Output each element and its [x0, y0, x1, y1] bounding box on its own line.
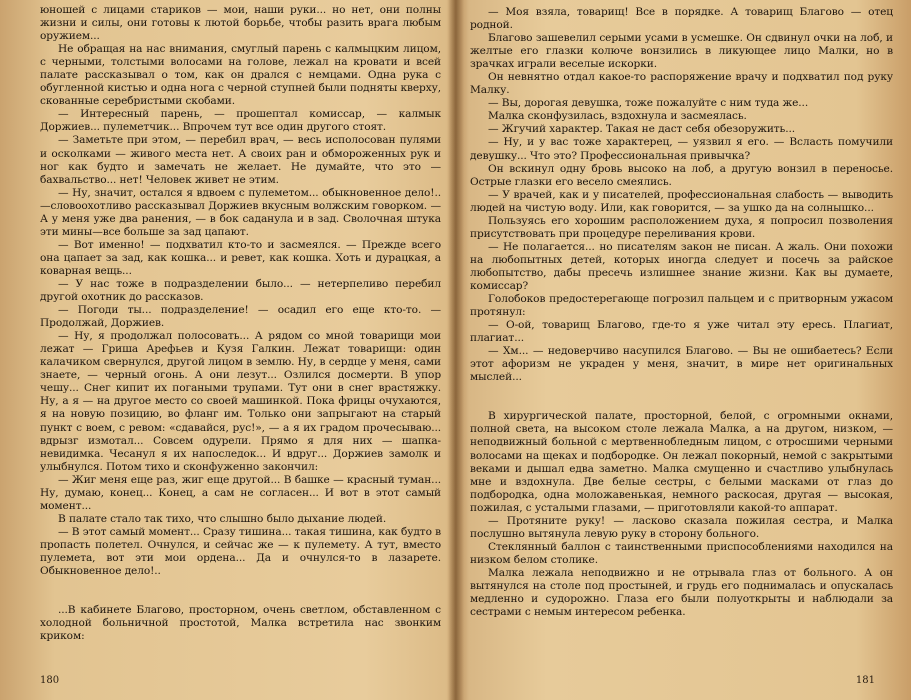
paragraph: Малка сконфузилась, вздохнула и засмеялась.	[488, 110, 747, 123]
paragraph: — Ну, значит, остался я вдвоем с пулеметом... обыкновенное дело!..—словоохотливо рассказывал Доржиев вкусным волжским говорком. — А у меня уже два ранения, — в бок саданула и в зад. Сволочная штука эти мины—все больше за зад цапают.	[40, 186, 441, 238]
paragraph: В хирургической палате, просторной, белой, с огромными окнами, полной света, на высоком столе лежала Малка, а на другом, низком, — неподвижный больной с мертвеннобледным лицом, с отросшими черными волосами на щеках и подбородке. Он лежал покорный, немой с закрытыми веками и дышал едва заметно. Малка смущенно и счастливо улыбнулась мне и вздохнула. Две белые сестры, с белыми масками от глаз до подбородка, одна моложавенькая, немного раскосая, другая — высокая, пожилая, с усталыми глазами, — приготовляли какой-то аппарат.	[470, 410, 893, 514]
paragraph: ...В кабинете Благово, просторном, очень светлом, обставленном с холодной больничной простотой, Малка встретила нас звонким криком:	[40, 604, 441, 643]
paragraph: — Погоди ты... подразделение! — осадил его еще кто-то. — Продолжай, Доржиев.	[40, 304, 441, 330]
paragraph: Стеклянный баллон с таинственными приспособлениями находился на низком белом столике.	[470, 540, 893, 566]
paragraph: Малка лежала неподвижно и не отрывала глаз от больного. А он вытянулся на столе под простыней, и грудь его поднималась и опускалась медленно и судорожно. Глаза его были полуоткрыты и наблюдали за сестрами с немым интересом ребенка.	[470, 566, 893, 619]
paragraph: — Жиг меня еще раз, жиг еще другой... В башке — красный туман... Ну, думаю, конец... Конец, а сам не согласен... И вот в этот самый момент...	[40, 473, 441, 512]
paragraph: — Жгучий характер. Такая не даст себя обезоружить...	[488, 123, 796, 136]
paragraph: Пользуясь его хорошим расположением духа, я попросил позволения присутствовать при процедуре переливания крови.	[470, 214, 893, 240]
paragraph: — Интересный парень, — прошептал комиссар, — калмык Доржиев... пулеметчик... Впрочем тут все один другого стоят.	[40, 108, 441, 134]
paragraph: — У врачей, как и у писателей, профессиональная слабость — выводить людей на чистую воду. Или, как говорится, — за ушко да на солнышко...	[470, 188, 893, 214]
right-page	[458, 0, 911, 700]
paragraph: — О-ой, товарищ Благово, где-то я уже читал эту ересь. Плагиат, плагиат...	[470, 319, 893, 345]
paragraph: — Вот именно! — подхватил кто-то и засмеялся. — Прежде всего она цапает за зад, как кошка... и ревет, как кошка. Хоть и дурацкая, а коварная вещь...	[40, 238, 441, 277]
paragraph: — У нас тоже в подразделении было... — нетерпеливо перебил другой охотник до рассказов.	[40, 277, 441, 304]
paragraph: — Хм... — недоверчиво насупился Благово. — Вы не ошибаетесь? Если этот афоризм не украден у меня, значит, в мире нет оригинальных мыслей...	[470, 345, 893, 384]
left-page	[0, 0, 455, 700]
section-break	[40, 578, 441, 604]
paragraph: Благово зашевелил серыми усами в усмешке. Он сдвинул очки на лоб, и желтые его глазки колюче вонзились в ликующее лицо Малки, но в зрачках играли веселые искорки.	[470, 32, 893, 71]
paragraph: — Моя взяла, товарищ! Все в порядке. А товарищ Благово — отец родной.	[470, 6, 893, 32]
section-break	[470, 384, 893, 410]
paragraph: — Вы, дорогая девушка, тоже пожалуйте с ним туда же...	[488, 97, 809, 110]
paragraph: Голобоков предостерегающе погрозил пальцем и с притворным ужасом протянул:	[470, 293, 893, 319]
paragraph: Он невнятно отдал какое-то распоряжение врачу и подхватил под руку Малку.	[470, 71, 893, 97]
paragraph: Не обращая на нас внимания, смуглый парень с калмыцким лицом, с черными, толстыми волосами на голове, лежал на кровати и всей палате рассказывал о том, как он дрался с немцами. Одна рука с обугленной кистью и одна нога с черной ступней были подняты кверху, скованные серебристыми скобами.	[40, 43, 441, 108]
paragraph: — Протяните руку! — ласково сказала пожилая сестра, и Малка послушно вытянула левую руку в сторону больного.	[470, 514, 893, 540]
page-number: 180	[40, 675, 60, 686]
paragraph: Он вскинул одну бровь высоко на лоб, а другую вонзил в переносье. Острые глазки его весело смеялись.	[470, 162, 893, 188]
paragraph: — Ну, и у вас тоже характерец, — уязвил я его. — Вслаcть помучили девушку... Что это? Профессиональная привычка?	[470, 136, 893, 162]
paragraph: юношей с лицами стариков — мои, наши руки... но нет, они полны жизни и силы, они готовы к лютой борьбе, чтобы разить врага любым оружием...	[40, 4, 441, 43]
paragraph: — В этот самый момент... Сразу тишина... такая тишина, как будто в пропасть полетел. Очнулся, и сейчас же — к пулемету. А тут, вместо пулемета, вот эти мои ордена... Да и очнулся-то в лазарете. Обыкновенное дело!..	[40, 525, 441, 578]
paragraph: — Не полагается... но писателям закон не писан. А жаль. Они похожи на любопытных детей, которых иногда следует и посечь за райское любопытство, дабы пресечь излишнее знание жизни. Как вы думаете, комиссар?	[470, 240, 893, 292]
paragraph: — Заметьте при этом, — перебил врач, — весь исполосован пулями и осколками — живого места нет. А своих ран и обмороженных рук и ног как будто и замечать не желает. Не думайте, что это — бахвальство... нет! Человек живет не этим.	[40, 134, 441, 186]
paragraph: В палате стало так тихо, что слышно было дыхание людей.	[58, 512, 387, 525]
paragraph: — Ну, я продолжал полосовать... А рядом со мной товарищи мои лежат — Гриша Арефьев и Кузя Галкин. Лежат товарищи: один калачиком свернулся, другой лицом в землю. Ну, в сердце у меня, сами знаете, — черный огонь. А они лезут... Озлился досмерти. В упор чешу... Снег кипит их погаными трупами. Тут они в снег врастяжку. Ну, а я — на другое место со своей машинкой. Пока фрицы очухаются, я на новую позицию, во фланг им. Только они запрыгают на старый пункт с воем, с ревом: «сдавайся, рус!», — а я их градом прочесываю... вдрызг измотал... Совсем одурели. Прямо я для них — шапка-невидимка. Чесанул я их напоследок... И вдруг... Доржиев замолк и улыбнулся. Потом тихо и сконфуженно закончил:	[40, 330, 441, 473]
page-number: 181	[855, 675, 875, 686]
